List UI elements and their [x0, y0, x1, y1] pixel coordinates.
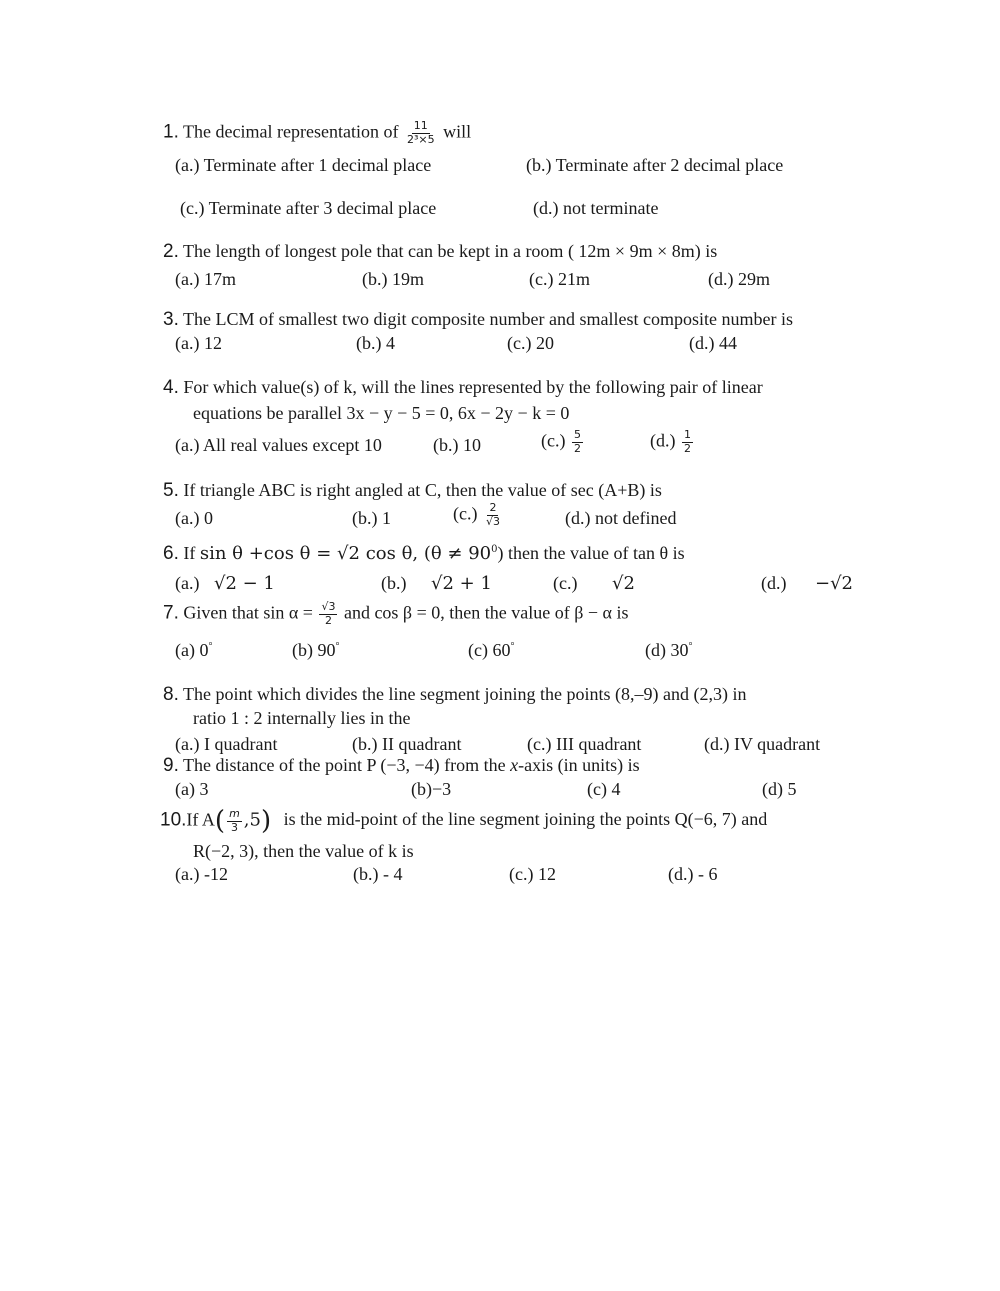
question-8-stem-line2: ratio 1 : 2 internally lies in the: [193, 708, 411, 728]
option-d[interactable]: [761, 574, 853, 594]
option-c[interactable]: (c.) 21m: [529, 269, 590, 289]
point-coordinate: ,5: [243, 809, 261, 831]
option-a[interactable]: (a.) 12: [175, 333, 222, 353]
question-8-stem: [163, 685, 746, 706]
option-d[interactable]: [645, 641, 693, 661]
fraction-denominator: 2: [684, 441, 691, 455]
question-6-stem: [163, 544, 685, 565]
fraction: [405, 120, 437, 146]
option-b[interactable]: (b)−3: [411, 779, 452, 799]
option-d[interactable]: (d.) not defined: [565, 508, 677, 528]
stem-text: If A: [186, 809, 215, 830]
option-d[interactable]: [650, 429, 695, 455]
option-label: (c.): [453, 503, 478, 524]
option-label: (c.): [553, 573, 578, 593]
question-3-stem: [163, 310, 793, 331]
fraction-denominator: 2³×5: [406, 132, 435, 146]
stem-text: The point which divides the line segment joining the points (8,–9) and (2,3) in: [183, 684, 747, 704]
option-a[interactable]: [175, 641, 212, 661]
math-expression: sin θ +cos θ = √2 cos θ, (θ ≠ 90: [199, 543, 492, 564]
option-label: (d.): [761, 573, 787, 593]
question-number: 8.: [163, 684, 179, 705]
question-1-stem: [163, 120, 471, 146]
option-c[interactable]: [468, 641, 514, 661]
option-label: (d.): [650, 430, 676, 451]
stem-text: will: [443, 121, 472, 142]
option-value: √2: [611, 573, 635, 594]
fraction: [572, 429, 583, 455]
question-number: 10.: [160, 809, 187, 831]
option-label: (b.): [381, 573, 407, 593]
question-5-stem: [163, 481, 662, 502]
option-b[interactable]: (b.) 10: [433, 435, 481, 455]
option-b[interactable]: (b.) 19m: [362, 269, 424, 289]
option-value: √2 − 1: [213, 573, 275, 594]
option-c[interactable]: [541, 429, 585, 455]
option-a[interactable]: (a.) 17m: [175, 269, 236, 289]
option-b[interactable]: [292, 641, 340, 661]
stem-text: The decimal representation of: [183, 121, 399, 142]
option-d[interactable]: (d.) 44: [689, 333, 737, 353]
degree-symbol: °: [510, 641, 515, 652]
option-c[interactable]: (c.) III quadrant: [527, 734, 642, 754]
option-label: (b) 90: [292, 640, 336, 660]
option-c[interactable]: (c) 4: [587, 779, 621, 799]
option-d[interactable]: (d.) 29m: [708, 269, 770, 289]
option-a[interactable]: [175, 574, 275, 594]
fraction-numerator: 1: [684, 428, 691, 441]
stem-text: For which value(s) of k, will the lines represented by the following pair of linear: [183, 377, 763, 397]
fraction-denominator: √3: [485, 514, 500, 528]
question-number: 6.: [163, 543, 179, 564]
question-9-stem: [163, 756, 640, 777]
option-label: (c.): [541, 430, 566, 451]
superscript: 0: [491, 544, 498, 555]
degree-symbol: °: [688, 641, 693, 652]
fraction-numerator: 5: [573, 428, 581, 441]
stem-text: Given that sin α =: [183, 602, 313, 623]
option-a[interactable]: (a.) Terminate after 1 decimal place: [175, 155, 432, 175]
fraction-numerator: √3: [321, 600, 336, 613]
option-a[interactable]: (a.) I quadrant: [175, 734, 278, 754]
option-c[interactable]: [453, 502, 504, 528]
question-number: 5.: [163, 480, 179, 501]
option-b[interactable]: (b.) - 4: [353, 864, 403, 884]
stem-italic: x: [510, 755, 519, 775]
option-a[interactable]: (a.) All real values except 10: [175, 435, 382, 455]
option-c[interactable]: (c.) 20: [507, 333, 554, 353]
question-7-stem: [163, 601, 628, 627]
degree-symbol: °: [335, 641, 340, 652]
fraction-denominator: 3: [230, 820, 238, 834]
question-4-stem: [163, 378, 763, 399]
stem-text: is the mid-point of the line segment joining the points Q(−6, 7) and: [283, 809, 768, 830]
option-label: (a) 0: [175, 640, 209, 660]
option-c[interactable]: (c.) Terminate after 3 decimal place: [180, 198, 437, 218]
option-b[interactable]: (b.) 4: [356, 333, 395, 353]
fraction: [682, 429, 693, 455]
question-10-stem-line2: R(−2, 3), then the value of k is: [193, 841, 414, 861]
stem-text: The length of longest pole that can be kept in a room ( 12m × 9m × 8m) is: [183, 241, 718, 261]
stem-text: and cos β = 0, then the value of β − α is: [343, 602, 629, 623]
option-value: √2 + 1: [431, 573, 492, 594]
fraction-numerator: 2: [489, 501, 497, 514]
fraction-denominator: 2: [573, 441, 581, 455]
option-label: (d) 30: [645, 640, 689, 660]
fraction-numerator: m: [229, 807, 240, 821]
option-label: (c) 60: [468, 640, 511, 660]
option-a[interactable]: (a.) 0: [175, 508, 213, 528]
question-number: 4.: [163, 377, 179, 398]
question-2-stem: [163, 242, 717, 263]
option-d[interactable]: (d.) - 6: [668, 864, 718, 884]
question-number: 7.: [163, 602, 179, 624]
option-a[interactable]: (a) 3: [175, 779, 209, 799]
stem-text: -axis (in units) is: [518, 755, 640, 775]
option-b[interactable]: (b.) II quadrant: [352, 734, 462, 754]
question-number: 2.: [163, 241, 179, 262]
fraction: [484, 502, 502, 528]
option-d[interactable]: (d.) IV quadrant: [704, 734, 821, 754]
degree-symbol: °: [208, 641, 213, 652]
option-d[interactable]: (d.) not terminate: [533, 198, 659, 218]
question-number: 9.: [163, 755, 179, 776]
option-b[interactable]: (b.) Terminate after 2 decimal place: [526, 155, 784, 175]
option-b[interactable]: [381, 574, 492, 594]
fraction: [227, 808, 242, 834]
stem-text: The LCM of smallest two digit composite number and smallest composite number is: [183, 309, 793, 329]
question-number: 3.: [163, 309, 179, 330]
stem-text: The distance of the point P (−3, −4) from the: [183, 755, 506, 775]
stem-text: If: [183, 543, 196, 563]
paren-open: (: [214, 806, 226, 836]
question-10-stem: [160, 807, 767, 836]
option-b[interactable]: (b.) 1: [352, 508, 391, 528]
option-label: (a.): [175, 573, 200, 593]
option-c[interactable]: [553, 574, 635, 594]
option-d[interactable]: (d) 5: [762, 779, 797, 799]
option-value: −√2: [815, 573, 854, 594]
stem-text: ) then the value of tan θ is: [497, 543, 685, 563]
option-a[interactable]: (a.) -12: [175, 864, 228, 884]
option-c[interactable]: (c.) 12: [509, 864, 556, 884]
fraction-denominator: 2: [324, 613, 332, 627]
paren-close: ): [260, 806, 272, 836]
fraction: [319, 601, 337, 627]
question-number: 1.: [163, 121, 179, 143]
question-4-stem-line2: equations be parallel 3x − y − 5 = 0, 6x − 2y − k = 0: [193, 403, 570, 423]
stem-math: [200, 543, 498, 564]
fraction-numerator: 11: [413, 119, 428, 132]
stem-text: If triangle ABC is right angled at C, then the value of sec (A+B) is: [183, 480, 662, 500]
